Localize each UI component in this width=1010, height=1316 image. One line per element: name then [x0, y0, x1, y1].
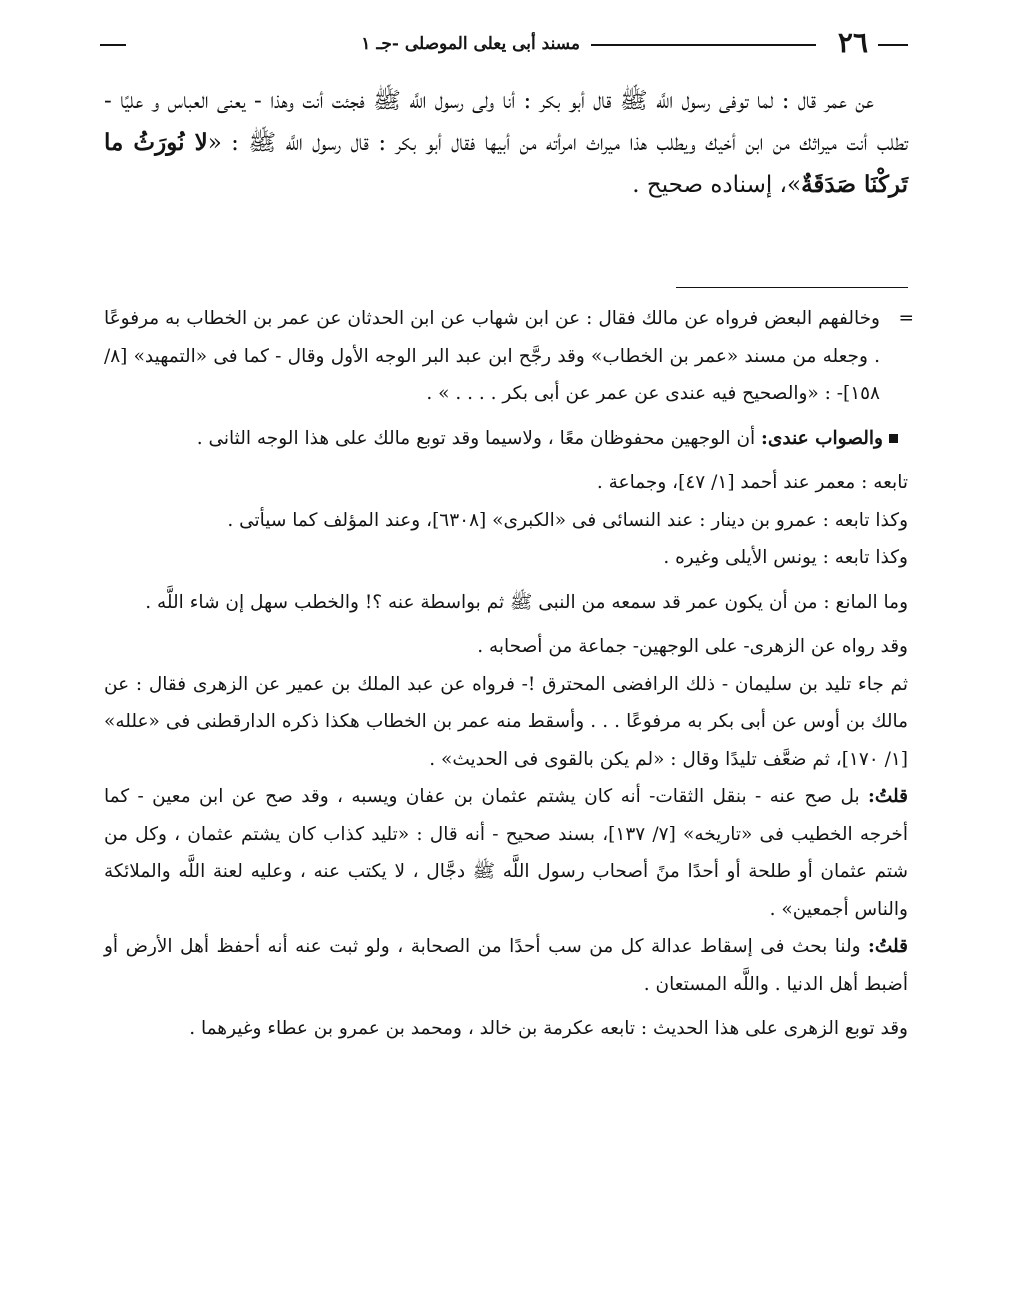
- footnote-separator: [676, 287, 908, 288]
- header-rule: [591, 44, 816, 46]
- footnote-paragraph-1: وخالفهم البعض فرواه عن مالك فقال : عن ابن شهاب عن ابن الحدثان عن عمر بن الخطاب به مرفوعًا . وجعله من مسند «عمر بن الخطاب» وقد رجَّح ابن عبد البر الوجه الأول وقال - كما فى «التمهيد» [٨/ ١٥٨]- : «والصحيح فيه عندى عن عمر عن أبى بكر . . . . » .: [104, 308, 880, 404]
- footnote-paragraph-9: قلتُ: بل صح عنه - بنقل الثقات- أنه كان يشتم عثمان بن عفان ويسبه ، وقد صح عن ابن معين - كما أخرجه الخطيب فى «تاريخه» [٧/ ١٣٧]، بسند صحيح - أنه قال : «تليد كذاب كان يشتم عثمان ، وكل من شتم عثمان أو طلحة أو أحدًا منً أصحاب رسول اللَّه ﷺ دجَّال ، لا يكتب عنه ، وعليه لعنة اللَّه والملائكة والناس أجمعين» .: [104, 786, 908, 920]
- book-title: مسند أبى يعلى الموصلى -جـ ١: [361, 34, 580, 54]
- footnote-paragraph-4: وكذا تابعه : عمرو بن دينار : عند النسائى فى «الكبرى» [٦٣٠٨]، وعند المؤلف كما سيأتى .: [227, 509, 908, 531]
- square-bullet-icon: [889, 434, 898, 443]
- paragraph-lead: قلتُ:: [868, 936, 908, 957]
- footnote-paragraph-11: وقد توبع الزهرى على هذا الحديث : تابعه عكرمة بن خالد ، ومحمد بن عمرو بن عطاء وغيرهما .: [189, 1018, 908, 1039]
- hadith-quote: لا نُورَثُ ما تَركْنَا صَدَقَةٌ: [104, 129, 908, 198]
- main-text-part1: عن عمر قال : لما توفى رسول اللَّه ﷺ قال أبو بكر : أنا ولى رسول اللَّه ﷺ فجئت أنت وهذا - يعنى العباس و عليًا - تطلب أنت ميراثك من ابن أخيك ويطلب هذا ميراث امرأته من أبيها فقال أبو بكر : قال رسول اللَّه ﷺ : «: [104, 88, 908, 156]
- footnote-paragraph-8: ثم جاء تليد بن سليمان - ذلك الرافضى المحترق !- فرواه عن عبد الملك بن عمير عن الزهرى فقال : عن مالك بن أوس عن أبى بكر به مرفوعًا . . . وأسقط منه عمر بن الخطاب هكذا ذكره الدارقطنى فى «علله» [١/ ١٧٠]، ثم ضعَّف تليدًا وقال : «لم يكن بالقوى فى الحديث» .: [104, 673, 908, 770]
- footnote-continuation: [104, 300, 914, 413]
- footnote-paragraph-5: وكذا تابعه : يونس الأيلى وغيره .: [663, 547, 908, 568]
- footnote-paragraph-3: تابعه : معمر عند أحمد [١/ ٤٧]، وجماعة .: [596, 472, 908, 493]
- main-hadith-text: [104, 80, 908, 206]
- footnote-paragraph-7: وقد رواه عن الزهرى- على الوجهين- جماعة من أصحابه .: [477, 636, 908, 657]
- footnote-paragraph-10: قلتُ: ولنا بحث فى إسقاط عدالة كل من سب أحدًا من الصحابة ، ولو ثبت عنه أنه أحفظ أهل الأرض أو أضبط أهل الدنيا . واللَّه المستعان .: [104, 936, 908, 995]
- footnote-paragraph-2: والصواب عندى: أن الوجهين محفوظان معًا ، ولاسيما وقد توبع مالك على هذا الوجه الثانى .: [104, 420, 908, 458]
- paragraph-lead: قلتُ:: [868, 786, 908, 807]
- running-header: [100, 26, 908, 60]
- continuation-sign: =: [898, 308, 914, 329]
- main-text-part2: »، إسناده صحيح .: [632, 172, 802, 198]
- header-dash-right: [878, 44, 908, 46]
- footnote-paragraph-6: وما المانع : من أن يكون عمر قد سمعه من النبى ﷺ ثم بواسطة عنه ؟! والخطب سهل إن شاء اللَّه .: [145, 591, 908, 613]
- page-number: ٢٦: [837, 26, 868, 59]
- header-dash-left: [100, 44, 126, 46]
- footnotes: [104, 300, 914, 1048]
- paragraph-lead: والصواب عندى:: [761, 427, 883, 449]
